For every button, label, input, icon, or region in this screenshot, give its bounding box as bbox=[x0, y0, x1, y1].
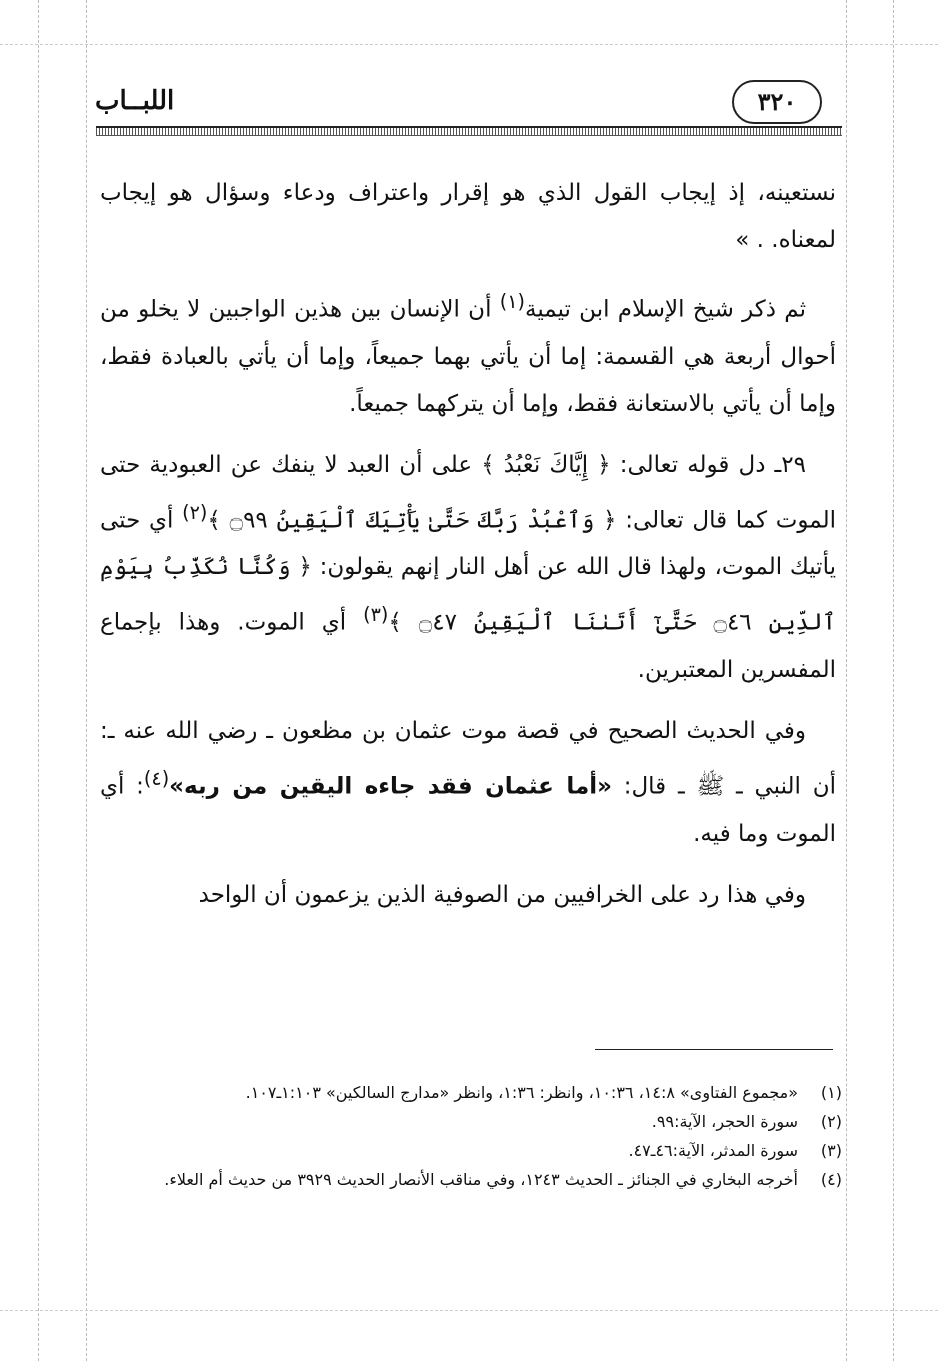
page-number: ٣٢٠ bbox=[732, 80, 822, 124]
footnote-separator bbox=[595, 1049, 833, 1050]
main-text bbox=[100, 170, 836, 933]
footnote bbox=[100, 1109, 842, 1134]
footnote bbox=[100, 1138, 842, 1163]
paragraph-text: : أي الموت وما فيه. bbox=[100, 773, 836, 847]
page-header bbox=[95, 80, 840, 124]
paragraph-text: أي الموت. وهذا بإجماع المفسرين المعتبرين. bbox=[100, 609, 836, 683]
paragraph bbox=[100, 278, 836, 428]
layout-guide-line bbox=[846, 0, 847, 1361]
paragraph-text: على أن العبد لا ينفك عن العبودية حتى الموت كما قال تعالى: bbox=[100, 451, 836, 534]
book-title: اللبــاب bbox=[95, 86, 175, 116]
paragraph bbox=[100, 872, 836, 919]
quran-verse: ﴿ إِيَّاكَ نَعْبُدُ ﴾ bbox=[481, 451, 611, 478]
footnote-number: (١) bbox=[820, 1083, 842, 1102]
footnote-number: (٣) bbox=[820, 1141, 842, 1160]
quran-verse: ﴿ وَكُنَّا نُكَذِّبُ بِيَوْمِ ٱلدِّينِ ۝٤٦ حَتَّىٰٓ أَتَىٰنَا ٱلْيَقِينُ ۝٤٧ ﴾ bbox=[100, 554, 836, 636]
footnote-number: (٢) bbox=[820, 1112, 842, 1131]
paragraph-text: وفي هذا رد على الخرافيين من الصوفية الذين يزعمون أن الواحد bbox=[198, 881, 806, 908]
header-rule bbox=[96, 126, 842, 136]
layout-guide-line bbox=[893, 0, 894, 1361]
layout-guide-line bbox=[38, 0, 39, 1361]
paragraph-text: وفي الحديث الصحيح في قصة موت عثمان بن مظعون ـ رضي الله عنه ـ: أن النبي ـ ﷺ ـ قال: bbox=[100, 717, 836, 800]
quran-verse: ﴿ وَٱعْبُدْ رَبَّكَ حَتَّىٰ يَأْتِيَكَ ٱلْيَقِينُ ۝٩٩ ﴾ bbox=[207, 507, 617, 534]
paragraph-text: نستعينه، إذ إيجاب القول الذي هو إقرار واعتراف ودعاء وسؤال هو إيجاب لمعناه. . » bbox=[100, 180, 836, 253]
paragraph-text: أن الإنسان بين هذين الواجبين لا يخلو من أحوال أربعة هي القسمة: إما أن يأتي بهما جميعاً، وإما أن يأتي بالعبادة فقط، وإما أن يأتي بالاستعانة فقط، وإما أن يتركهما جميعاً. bbox=[100, 296, 836, 417]
footnote-text: «مجموع الفتاوى» ١٤:٨، ١٠:٣٦، وانظر: ١:٣٦، وانظر «مدارج السالكين» ١:١٠٣ـ١٠٧. bbox=[245, 1083, 798, 1102]
paragraph bbox=[100, 170, 836, 264]
hadith-quote: «أما عثمان فقد جاءه اليقين من ربه» bbox=[169, 773, 612, 800]
layout-guide-line bbox=[86, 0, 87, 1361]
footnotes bbox=[100, 1080, 842, 1196]
footnote-ref: (٤) bbox=[143, 766, 170, 790]
paragraph-text: ٢٩ـ دل قوله تعالى: bbox=[610, 451, 806, 478]
footnote-number: (٤) bbox=[820, 1170, 842, 1189]
footnote bbox=[100, 1167, 842, 1192]
paragraph bbox=[100, 442, 836, 694]
footnote-text: سورة الحجر، الآية:٩٩. bbox=[651, 1112, 798, 1131]
paragraph-text: أي حتى يأتيك الموت، ولهذا قال الله عن أهل النار إنهم يقولون: bbox=[100, 507, 836, 581]
footnote bbox=[100, 1080, 842, 1105]
footnote-text: سورة المدثر، الآية:٤٦ـ٤٧. bbox=[628, 1141, 798, 1160]
footnote-text: أخرجه البخاري في الجنائز ـ الحديث ١٢٤٣، وفي مناقب الأنصار الحديث ٣٩٢٩ من حديث أم العلاء. bbox=[164, 1170, 798, 1189]
footnote-ref: (٣) bbox=[363, 603, 389, 627]
paragraph bbox=[100, 708, 836, 858]
layout-guide-line bbox=[0, 1310, 938, 1311]
paragraph-text: ثم ذكر شيخ الإسلام ابن تيمية bbox=[525, 296, 806, 323]
footnote-ref: (١) bbox=[499, 290, 525, 313]
layout-guide-line bbox=[0, 44, 938, 45]
footnote-ref: (٢) bbox=[182, 500, 208, 524]
